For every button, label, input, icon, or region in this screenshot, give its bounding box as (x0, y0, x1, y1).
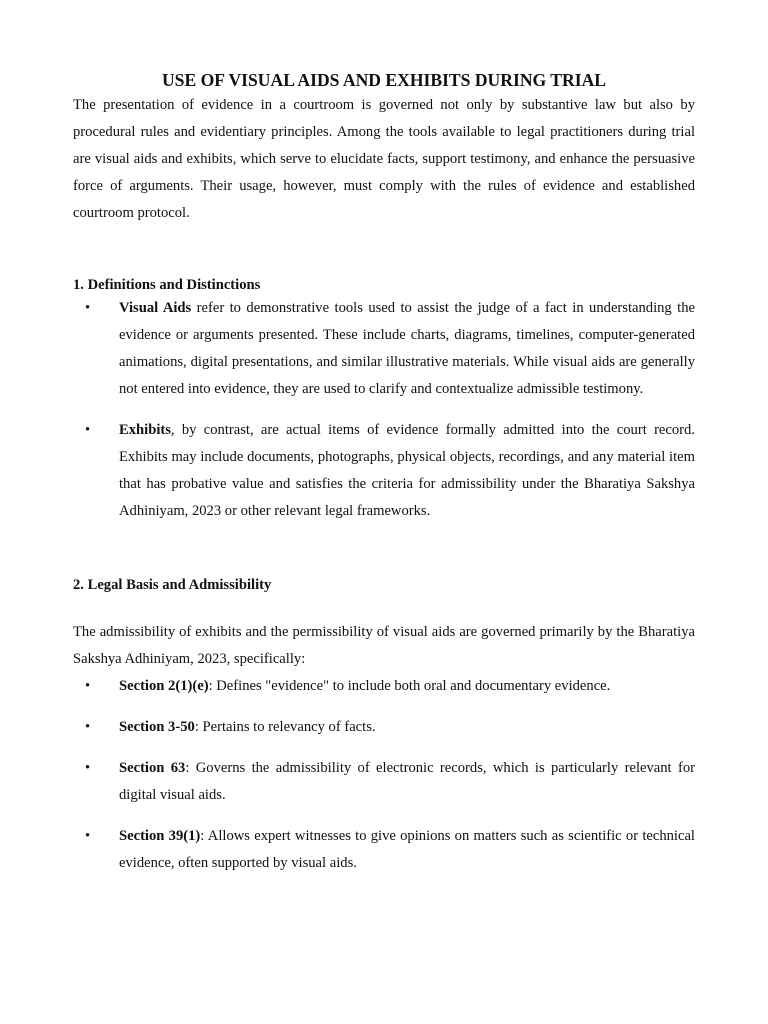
bullet-icon: • (85, 760, 91, 776)
list-item-term: Section 2(1)(e) (119, 678, 209, 694)
document-title: USE OF VISUAL AIDS AND EXHIBITS DURING TRIAL (161, 70, 607, 90)
list-item-text: : Allows expert witnesses to give opinions on matters such as scientific or technical evidence, often supported by visual aids. (119, 828, 695, 871)
list-item (73, 823, 695, 877)
bullet-icon: • (85, 719, 91, 735)
list-item (73, 295, 695, 403)
list-item-term: Exhibits (119, 422, 171, 438)
list-item-text: refer to demonstrative tools used to assist the judge of a fact in understanding the evidence or arguments presented. These include charts, diagrams, timelines, computer-generated animations, digital presentations, and similar illustrative materials. While visual aids are generally not entered into evidence, they are used to clarify and contextualize admissible testimony. (119, 300, 695, 397)
list-item-text: : Pertains to relevancy of facts. (194, 719, 376, 735)
list-item-term: Section 39(1) (119, 828, 201, 844)
definitions-list (73, 295, 695, 525)
list-item-text: : Defines "evidence" to include both oral and documentary evidence. (208, 678, 611, 694)
list-item (73, 714, 695, 741)
list-item-text: : Governs the admissibility of electronic records, which is particularly relevant for digital visual aids. (119, 760, 695, 803)
list-item (73, 755, 695, 809)
bullet-icon: • (85, 678, 91, 694)
legal-basis-paragraph: The admissibility of exhibits and the permissibility of visual aids are governed primarily by the Bharatiya Sakshya Adhiniyam, 2023, specifically: (73, 624, 695, 667)
list-item-term: Section 3-50 (119, 719, 195, 735)
bullet-icon: • (85, 828, 91, 844)
section-heading-legal-basis: 2. Legal Basis and Admissibility (73, 577, 272, 593)
bullet-icon: • (85, 300, 91, 316)
list-item (73, 417, 695, 525)
list-item-text: , by contrast, are actual items of evidence formally admitted into the court record. Exhibits may include documents, photographs, physical objects, recordings, and any material item that has probative value and satisfies the criteria for admissibility under the Bharatiya Sakshya Adhiniyam, 2023 or other relevant legal frameworks. (119, 422, 695, 519)
list-item (73, 673, 695, 700)
intro-paragraph: The presentation of evidence in a courtroom is governed not only by substantive law but also by procedural rules and evidentiary principles. Among the tools available to legal practitioners during trial are visual aids and exhibits, which serve to elucidate facts, support testimony, and enhance the persuasive force of arguments. Their usage, however, must comply with the rules of evidence and established courtroom protocol. (73, 97, 695, 221)
list-item-term: Section 63 (119, 760, 186, 776)
sections-list (73, 673, 695, 877)
bullet-icon: • (85, 422, 91, 438)
section-heading-definitions: 1. Definitions and Distinctions (73, 277, 261, 293)
list-item-term: Visual Aids (119, 300, 192, 316)
